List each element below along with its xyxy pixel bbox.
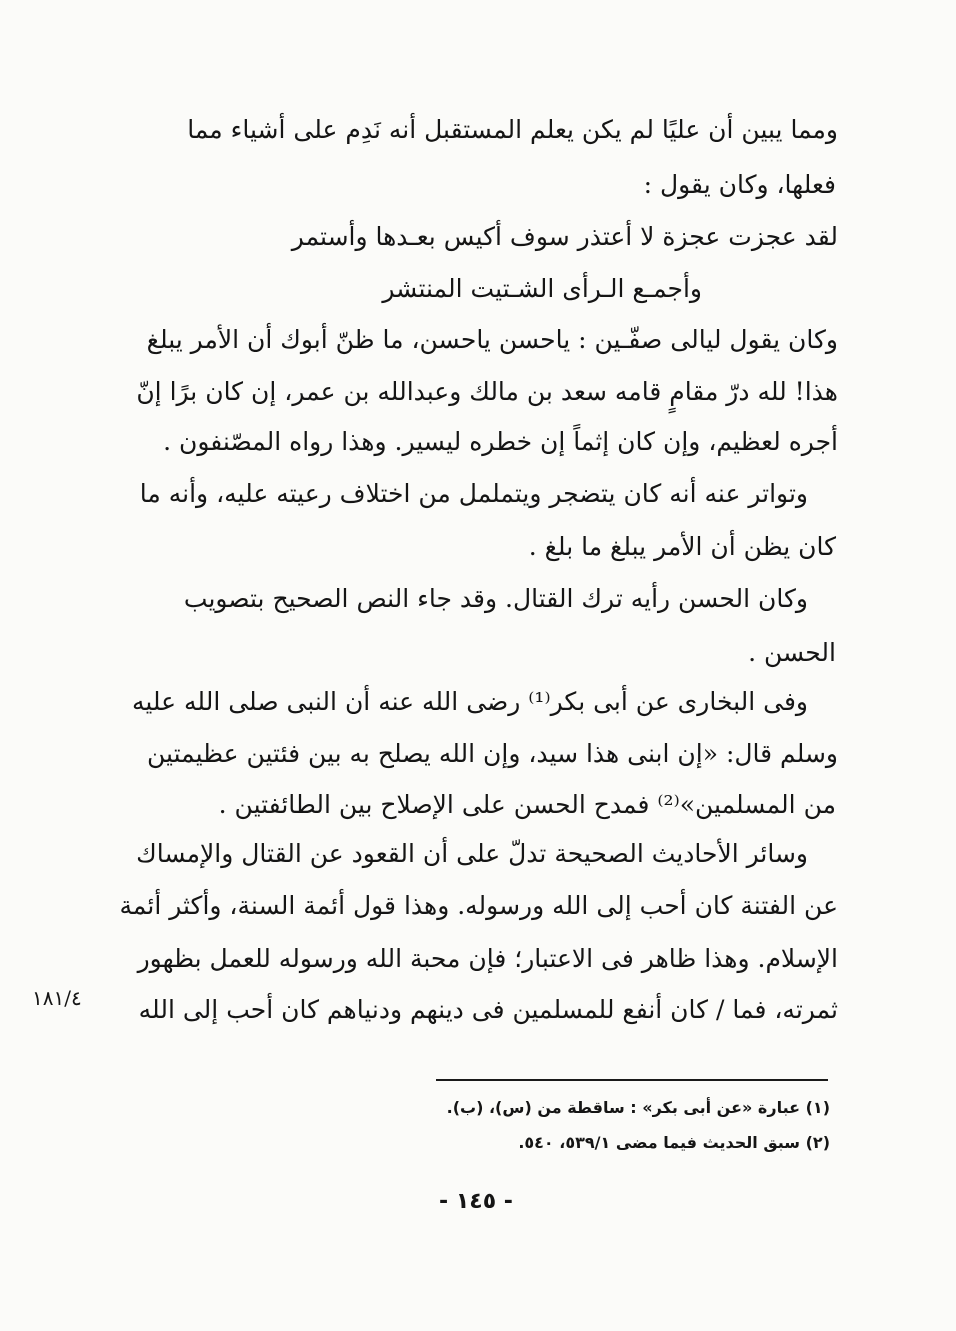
text-line: وتواتر عنه أنه كان يتضجر ويتململ من اختلاف رعيته عليه، وأنه ما — [139, 479, 808, 508]
text-line: هذا! لله درّ مقامٍ قامه سعد بن مالك وعبدالله بن عمر، إن كان برًا إنّ — [136, 377, 838, 406]
text-line: من المسلمين»⁽²⁾ فمدح الحسن على الإصلاح بين الطائفتين . — [218, 790, 836, 819]
footnote-divider — [436, 1079, 828, 1081]
text-line: وكان الحسن رأيه ترك القتال. وقد جاء النص الصحيح بتصويب — [183, 584, 808, 613]
text-line: ومما يبين أن عليًا لم يكن يعلم المستقبل أنه نَدِم على أشياء مما — [187, 115, 838, 144]
margin-reference: ١٨١/٤ — [32, 986, 82, 1010]
text-line: ثمرته، فما / كان أنفع للمسلمين فى دينهم ودنياهم كان أحب إلى الله — [138, 995, 838, 1024]
footnote: (١) عبارة «عن أبى بكر» : ساقطة من (س)، (ب). — [446, 1098, 830, 1117]
text-line: وسائر الأحاديث الصحيحة تدلّ على أن القعود عن القتال والإمساك — [136, 839, 808, 868]
text-line: الإسلام. وهذا ظاهر فى الاعتبار؛ فإن محبة الله ورسوله للعمل بظهور — [137, 944, 838, 973]
text-line: وفى البخارى عن أبى بكر⁽¹⁾ رضى الله عنه أن النبى صلى الله عليه — [131, 687, 808, 716]
verse-line: وأجمـع الـرأى الشـتيت المنتشر — [382, 274, 702, 303]
verse-line: لقد عجزت عجزة لا أعتذر سوف أكيس بعـدها وأستمر — [291, 222, 838, 251]
text-line: عن الفتنة كان أحب إلى الله ورسوله. وهذا قول أئمة السنة، وأكثر أئمة — [119, 891, 838, 920]
text-line: فعلها، وكان يقول : — [643, 170, 836, 199]
page-number: - ١٤٥ - — [439, 1189, 513, 1214]
text-line: كان يظن أن الأمر يبلغ ما بلغ . — [528, 532, 836, 561]
text-line: وسلم قال: «إن ابنى هذا سيد، وإن الله يصلح به بين فئتين عظيمتين — [147, 739, 838, 768]
footnote: (٢) سبق الحديث فيما مضى ٥٣٩/١، ٥٤٠. — [518, 1133, 830, 1152]
text-line: وكان يقول ليالى صفّـين : ياحسن ياحسن، ما ظنّ أبوك أن الأمر يبلغ — [146, 325, 838, 354]
text-line: أجره لعظيم، وإن كان إثماً إن خطره ليسير. وهذا رواه المصّنفون . — [163, 427, 838, 456]
text-line: الحسن . — [748, 638, 836, 667]
